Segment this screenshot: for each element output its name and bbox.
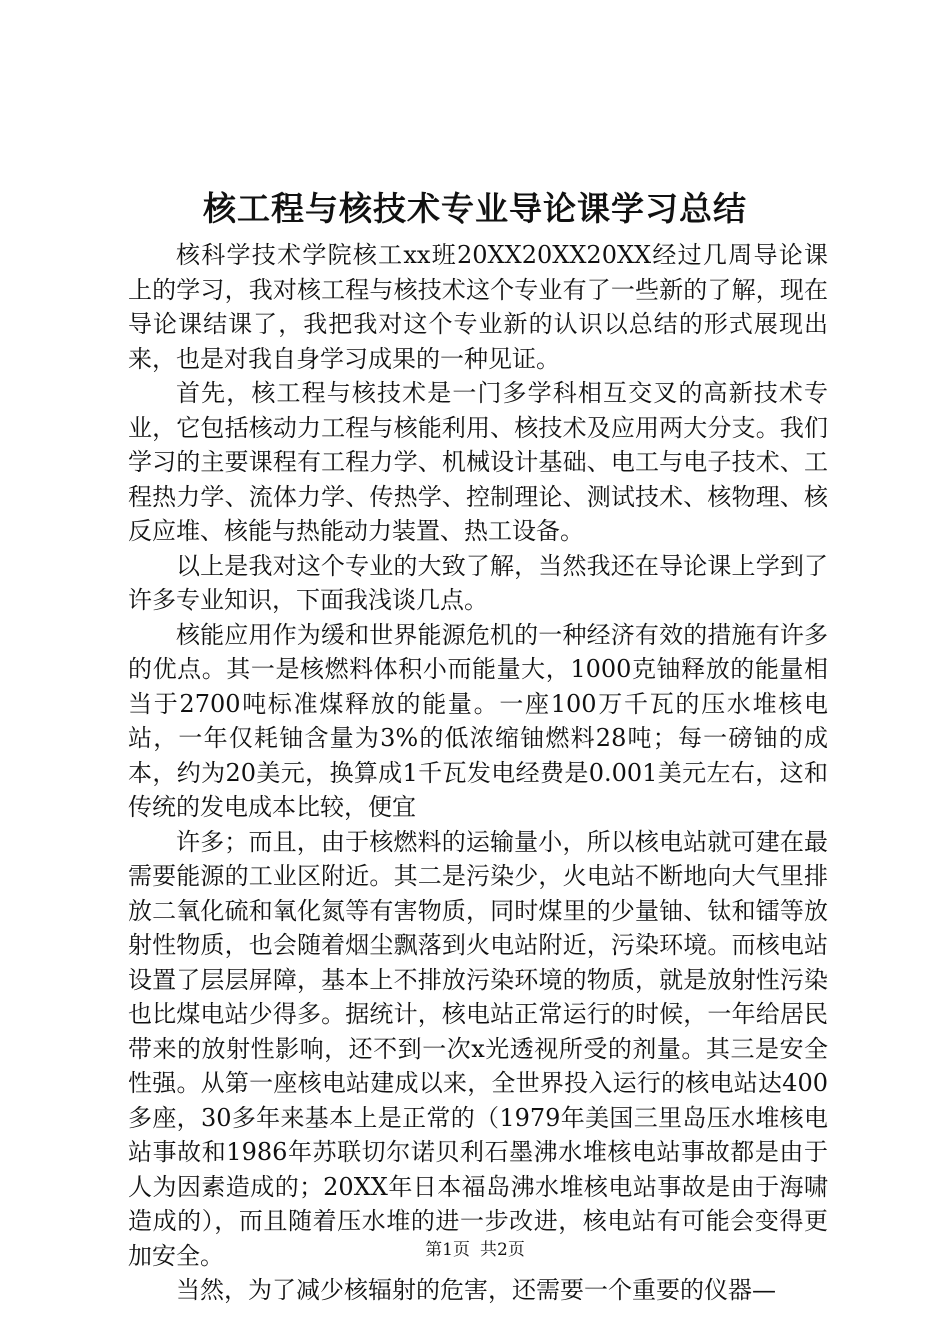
page-total: 共2页 [480, 1240, 525, 1260]
page-footer [0, 1238, 950, 1262]
document-body [128, 238, 828, 1308]
paragraph: 以上是我对这个专业的大致了解，当然我还在导论课上学到了许多专业知识，下面我浅谈几点。 [128, 551, 828, 614]
document-title: 核工程与核技术专业导论课学习总结 [203, 189, 747, 228]
paragraph: 核科学技术学院核工xx班20XX20XX20XX经过几周导论课上的学习，我对核工程与核技术这个专业有了一些新的了解，现在导论课结课了，我把我对这个专业新的认识以总结的形式展现出来，也是对我自身学习成果的一种见证。 [128, 241, 828, 373]
paragraph: 核能应用作为缓和世界能源危机的一种经济有效的措施有许多的优点。其一是核燃料体积小而能量大，1000克铀释放的能量相当于2700吨标准煤释放的能量。一座100万千瓦的压水堆核电站，一年仅耗铀含量为3%的低浓缩铀燃料28吨；每一磅铀的成本，约为20美元，换算成1千瓦发电经费是0.001美元左右，这和传统的发电成本比较，便宜 [128, 620, 828, 821]
page-number: 第1页 [425, 1240, 470, 1260]
paragraph: 当然，为了减少核辐射的危害，还需要一个重要的仪器— [176, 1276, 776, 1304]
paragraph: 许多；而且，由于核燃料的运输量小，所以核电站就可建在最需要能源的工业区附近。其二是污染少，火电站不断地向大气里排放二氧化硫和氧化氮等有害物质，同时煤里的少量铀、钛和镭等放射性物质，也会随着烟尘飘落到火电站附近，污染环境。而核电站设置了层层屏障，基本上不排放污染环境的物质，就是放射性污染也比煤电站少得多。据统计，核电站正常运行的时候，一年给居民带来的放射性影响，还不到一次x光透视所受的剂量。其三是安全性强。从第一座核电站建成以来，全世界投入运行的核电站达400多座，30多年来基本上是正常的（1979年美国三里岛压水堆核电站事故和1986年苏联切尔诺贝利石墨沸水堆核电站事故都是由于人为因素造成的；20XX年日本福岛沸水堆核电站事故是由于海啸造成的），而且随着压水堆的进一步改进，核电站有可能会变得更加安全。 [128, 827, 828, 1270]
paragraph: 首先，核工程与核技术是一门多学科相互交叉的高新技术专业，它包括核动力工程与核能利用、核技术及应用两大分支。我们学习的主要课程有工程力学、机械设计基础、电工与电子技术、工程热力学、流体力学、传热学、控制理论、测试技术、核物理、核反应堆、核能与热能动力装置、热工设备。 [128, 379, 828, 545]
